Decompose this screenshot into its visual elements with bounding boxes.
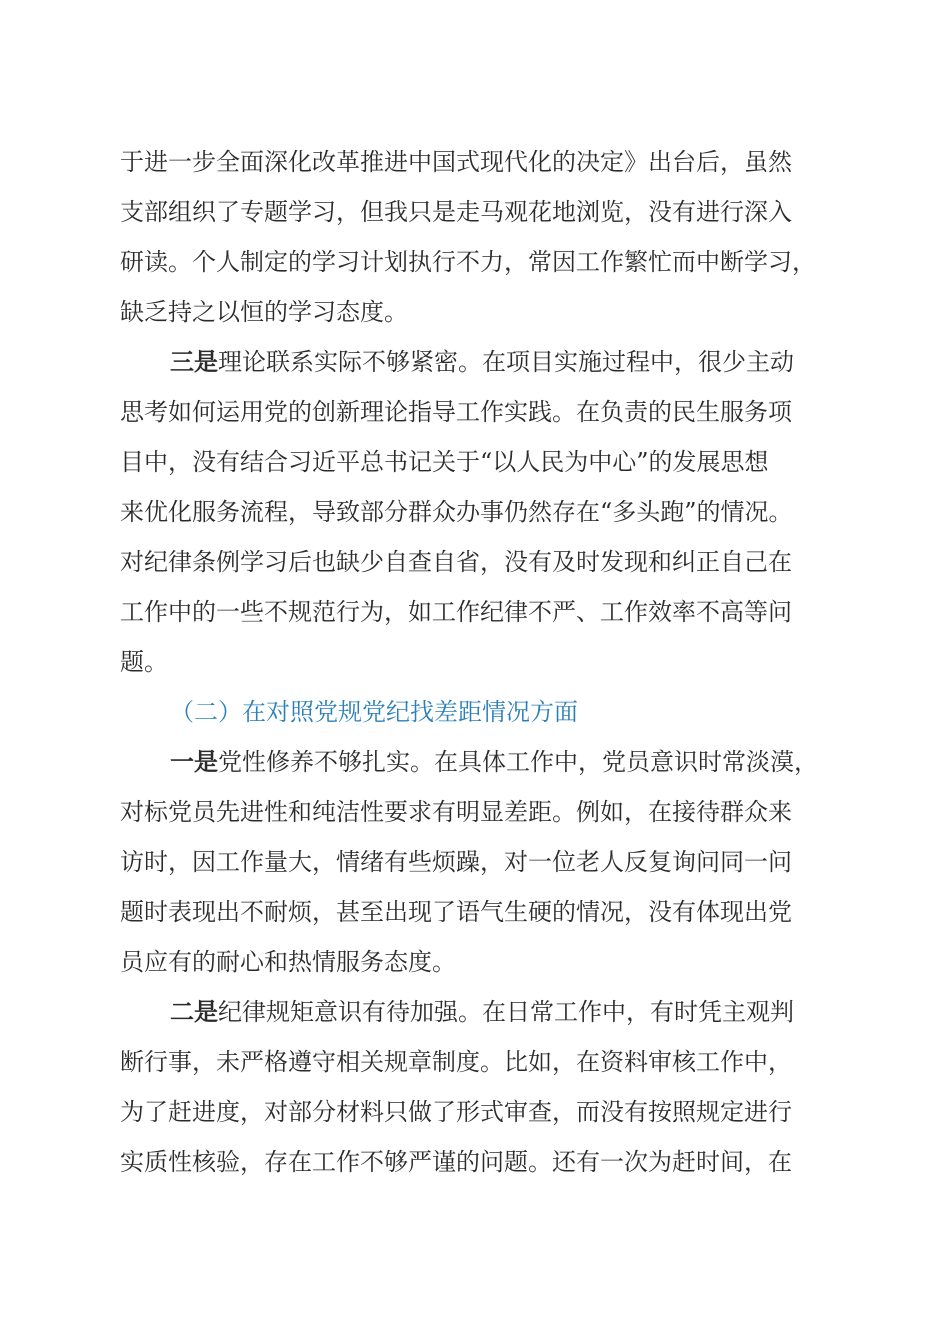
text-line <box>0 387 950 437</box>
text-line <box>0 587 950 637</box>
line-text: 实质性核验，存在工作不够严谨的问题。还有一次为赶时间，在 <box>120 1148 792 1176</box>
text-line <box>0 287 950 337</box>
line-text: 理论联系实际不够紧密。在项目实施过程中，很少主动 <box>218 348 794 376</box>
line-text: 纪律规矩意识有待加强。在日常工作中，有时凭主观判 <box>218 998 794 1026</box>
text-line <box>0 637 950 687</box>
line-text: 支部组织了专题学习，但我只是走马观花地浏览，没有进行深入 <box>120 198 792 226</box>
line-text: 为了赶进度，对部分材料只做了形式审查，而没有按照规定进行 <box>120 1098 792 1126</box>
text-line <box>0 887 950 937</box>
line-text: 题。 <box>120 648 168 676</box>
paragraph-first-line <box>0 737 950 787</box>
text-line <box>0 237 950 287</box>
paragraph-first-line <box>0 987 950 1037</box>
paragraph-lead: 二是 <box>170 997 218 1026</box>
line-text: 对标党员先进性和纯洁性要求有明显差距。例如，在接待群众来 <box>120 798 792 826</box>
line-text: 研读。个人制定的学习计划执行不力，常因工作繁忙而中断学习， <box>120 248 816 276</box>
text-line <box>0 837 950 887</box>
text-line <box>0 937 950 987</box>
text-line <box>0 137 950 187</box>
line-text: 工作中的一些不规范行为，如工作纪律不严、工作效率不高等问 <box>120 598 792 626</box>
line-text: 缺乏持之以恒的学习态度。 <box>120 298 408 326</box>
paragraph-lead: 一是 <box>170 747 218 776</box>
line-text: 党性修养不够扎实。在具体工作中，党员意识时常淡漠， <box>218 748 818 776</box>
line-text: 于进一步全面深化改革推进中国式现代化的决定》出台后，虽然 <box>120 148 792 176</box>
text-line <box>0 787 950 837</box>
line-text: 员应有的耐心和热情服务态度。 <box>120 948 456 976</box>
line-text: 对纪律条例学习后也缺少自查自省，没有及时发现和纠正自己在 <box>120 548 792 576</box>
section-heading <box>0 687 950 737</box>
section-heading-text: （二）在对照党规党纪找差距情况方面 <box>170 698 578 726</box>
text-line <box>0 1037 950 1087</box>
text-line <box>0 1087 950 1137</box>
line-text: 题时表现出不耐烦，甚至出现了语气生硬的情况，没有体现出党 <box>120 898 792 926</box>
line-text: 断行事，未严格遵守相关规章制度。比如，在资料审核工作中， <box>120 1048 792 1076</box>
text-line <box>0 1137 950 1187</box>
paragraph-first-line <box>0 337 950 387</box>
text-line <box>0 537 950 587</box>
line-text: 思考如何运用党的创新理论指导工作实践。在负责的民生服务项 <box>120 398 792 426</box>
text-line <box>0 187 950 237</box>
line-text: 来优化服务流程，导致部分群众办事仍然存在“多头跑”的情况。 <box>120 498 793 526</box>
text-line <box>0 437 950 487</box>
line-text: 访时，因工作量大，情绪有些烦躁，对一位老人反复询问同一问 <box>120 848 792 876</box>
text-line <box>0 487 950 537</box>
paragraph-lead: 三是 <box>170 347 218 376</box>
line-text: 目中，没有结合习近平总书记关于“以人民为中心”的发展思想 <box>120 448 769 476</box>
